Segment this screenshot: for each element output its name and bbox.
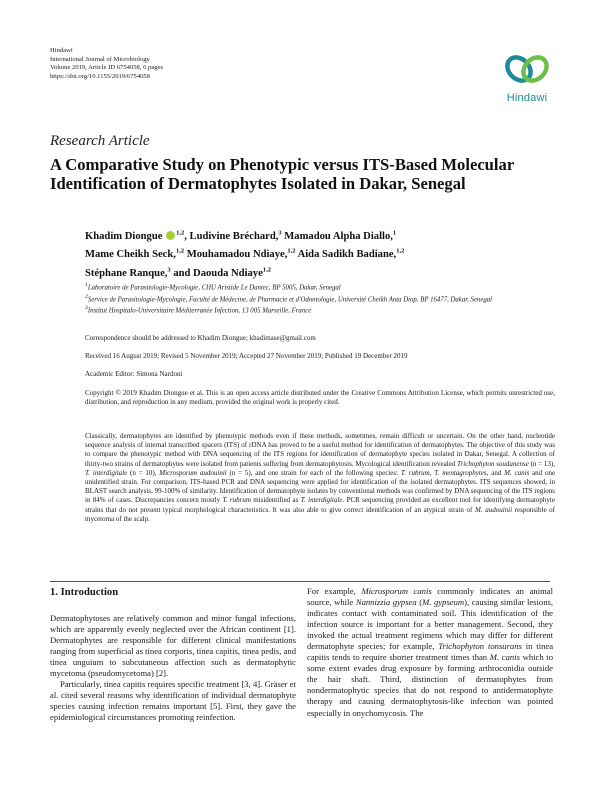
author: Stéphane Ranque,$^3$ <box>85 266 171 279</box>
academic-editor: Academic Editor: Simona Nardoni <box>85 370 183 378</box>
section-heading: 1. Introduction <box>50 587 119 598</box>
journal-info <box>50 47 163 81</box>
section-divider <box>50 581 550 582</box>
author: Khadim Diongue $^{1,2}$, <box>85 229 190 242</box>
paragraph: Dermatophytoses are relatively common and minor fungal infections, which are apparently evenly neglected over the African continent [1]. Dermatophytes are responsible for different clinical manifestations ranging from superficial as tinea corporis, tinea capitis, tinea pedis, and tinea unguium to subcutaneous affection such as dermatophytic mycetoma (pseudomycetoma) [2]. <box>50 613 296 679</box>
journal-doi[interactable]: https://doi.org/10.1155/2019/6754058 <box>50 72 151 80</box>
affiliations <box>85 281 555 316</box>
article-type: Research Article <box>50 133 150 149</box>
author: Mouhamadou Ndiaye,$^{1,2}$ <box>186 247 296 261</box>
orcid-icon[interactable] <box>166 231 175 240</box>
journal-volume: Volume 2019, Article ID 6754058, 6 pages <box>50 64 164 72</box>
article-title: A Comparative Study on Phenotypic versus ITS-Based Molecular Identification of Dermatophytes Isolated in Dakar, Senegal <box>50 155 514 193</box>
affiliation: $^1$Laboratoire de Parasitologie-Mycologie, CHU Aristide Le Dantec, BP 5005, Dakar, Senegal <box>85 282 341 292</box>
paragraph: Particularly, tinea capitis requires specific treatment [3, 4]. Gräser et al. cited several reasons why identification of individual dermatophyte species causing infection remains important [5]. First, they gave the epidemiological circumstances promoting reinfection. <box>50 679 296 723</box>
body-column-left <box>50 613 296 723</box>
affiliation: $^3$Institut Hospitalo-Universitaire Méditerranée Infection, 13 005 Marseille, France <box>85 305 312 315</box>
journal-publisher: Hindawi <box>50 47 73 54</box>
journal-name: International Journal of Microbiology <box>50 55 150 63</box>
author: Mamadou Alpha Diallo,$^1$ <box>284 229 397 242</box>
correspondence: Correspondence should be addressed to Khadim Diongue; khadimase@gmail.com <box>85 334 316 342</box>
author: Ludivine Bréchard,$^3$ <box>189 229 282 242</box>
body-column-right <box>307 586 553 719</box>
affiliation: $^2$Service de Parasitologie-Mycologie, Faculté de Médecine, de Pharmacie et d'Odontologie, Université Cheikh Anta Diop, BP 16477, Dakar, Senegal <box>85 293 493 303</box>
abstract: Classically, dermatophytes are identified by phenotypic methods even if these methods, sometimes, remain difficult or uncertain. On the other hand, nucleotide sequence analysis of internal transcribed spacers (ITS) of rDNA has proved to be a useful method for identification of dermatophytes. The objective of this study was to compare the phenotypic method with DNA sequencing of the ITS regions for identification of dermatophyte species isolated in Dakar, Senegal. A collection of thirty-two strains of dermatophytes were isolated from patients suffering from dermatophytosis. Mycological identification revealed Trichophyton soudanense (n = 13), T. interdigitale (n = 10), Microsporum audouinii (n = 5), and one strain for each of the following species: T. rubrum, T. mentagrophytes, and M. canis and one unidentified strain. For comparison, ITS-based PCR and DNA sequencing were applied for identification of the isolated dermatophytes. ITS sequences showed, in BLAST search analysis, 99-100% of similarity. Identification of dermatophyte isolates by conventional methods was confirmed by DNA sequencing of the ITS regions in 84% of cases. Discrepancies concern mostly T. rubrum misidentified as T. interdigitale. PCR sequencing provided an excellent tool for identifying dermatophyte strains that do not present typical morphological characteristics. It was also able to give correct identification of an atypical strain of M. audouinii responsible of mycetoma of the scalp. <box>85 432 556 523</box>
author: and Daouda Ndiaye$^{1,2}$ <box>173 266 271 279</box>
publication-dates: Received 16 August 2019; Revised 5 November 2019; Accepted 27 November 2019; Published 19 December 2019 <box>85 352 408 360</box>
author: Mame Cheikh Seck,$^{1,2}$ <box>85 247 185 261</box>
paragraph: For example, Microsporum canis commonly indicates an animal source, while Nannizzia gypsea (M. gypseum), causing similar lesions, indicates contact with contaminated soil. This identification of the infection source is important for a better management. Second, they invoked the actual treatment regimens which may differ for different dermatophyte species; for example, Trichophyton tonsurans in tinea capitis tends to require shorter treatment times than M. canis which to some extent evades drug exposure by forming arthroconidia outside the hair shaft. Third, distinction of dermatophytes from nondermatophytic species that do not respond to antidermatophyte therapy and causing dermatophytosis-like infection was pointed especially in onychomycosis. The <box>307 586 554 718</box>
copyright-notice: Copyright © 2019 Khadim Diongue et al. This is an open access article distributed under the Creative Commons Attribution License, which permits unrestricted use, distribution, and reproduction in any medium, provided the original work is properly cited. <box>85 389 555 407</box>
author-list <box>85 225 555 281</box>
logo-wordmark: Hindawi <box>506 92 548 104</box>
author: Aida Sadikh Badiane,$^{1,2}$ <box>297 247 405 261</box>
